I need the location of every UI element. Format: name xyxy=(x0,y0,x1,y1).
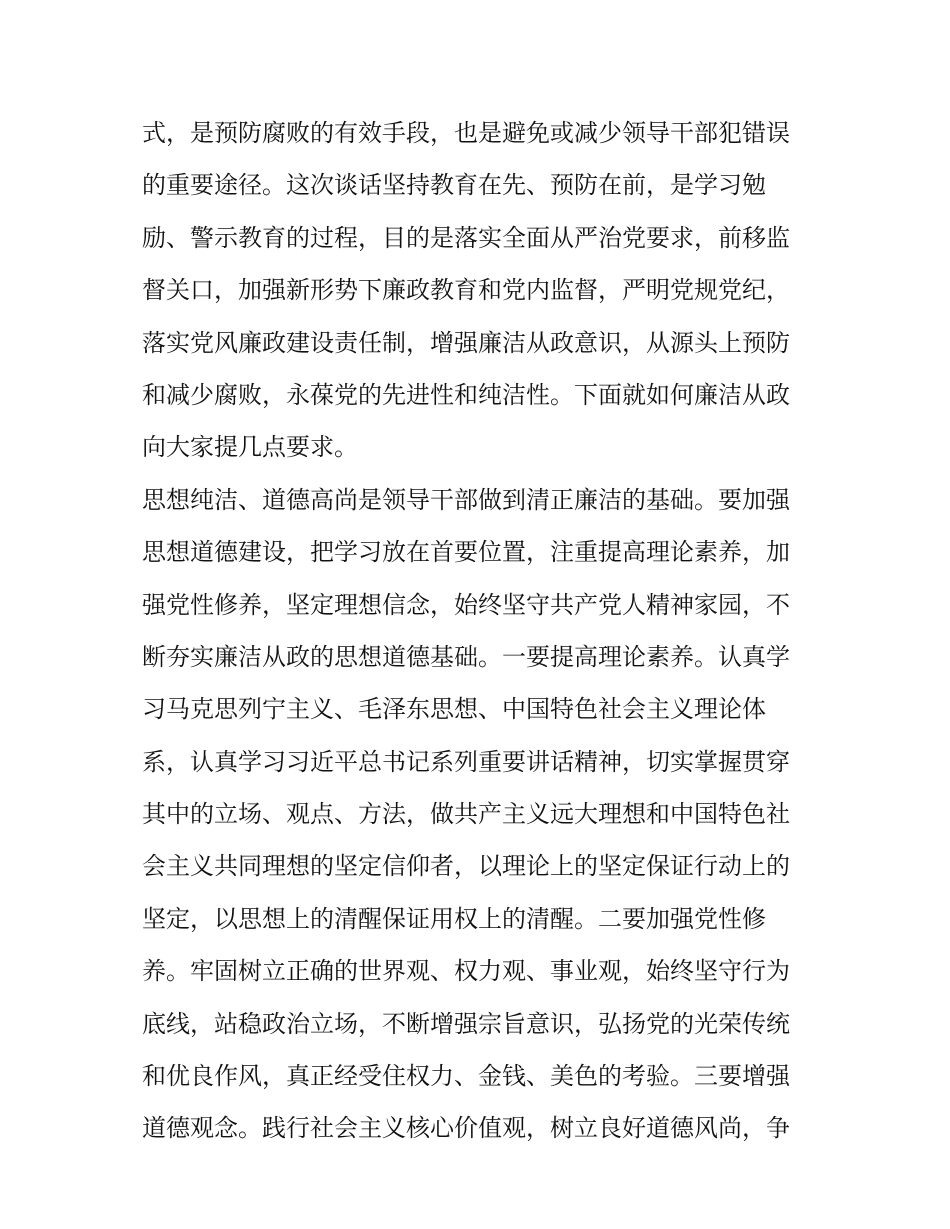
text-line: 向大家提几点要求。 xyxy=(142,433,358,462)
body-text xyxy=(142,107,822,1155)
text-line: 式，是预防腐败的有效手段，也是避免或减少领导干部犯错误 xyxy=(142,119,790,147)
text-line: 强党性修养，坚定理想信念，始终坚守共产党人精神家园，不 xyxy=(142,590,790,619)
text-line: 道德观念。践行社会主义核心价值观，树立良好道德风尚，争 xyxy=(142,1114,790,1143)
text-line: 的重要途径。这次谈话坚持教育在先、预防在前，是学习勉 xyxy=(142,171,766,200)
text-line: 坚定，以思想上的清醒保证用权上的清醒。二要加强党性修 xyxy=(142,904,766,933)
text-line: 其中的立场、观点、方法，做共产主义远大理想和中国特色社 xyxy=(142,800,790,829)
text-line: 励、警示教育的过程，目的是落实全面从严治党要求，前移监 xyxy=(142,223,790,252)
text-line: 养。牢固树立正确的世界观、权力观、事业观，始终坚守行为 xyxy=(142,957,790,986)
text-line: 和减少腐败，永葆党的先进性和纯洁性。下面就如何廉洁从政 xyxy=(142,380,790,409)
text-line: 会主义共同理想的坚定信仰者，以理论上的坚定保证行动上的 xyxy=(142,852,790,881)
text-line: 和优良作风，真正经受住权力、金钱、美色的考验。三要增强 xyxy=(142,1062,790,1091)
text-line: 系，认真学习习近平总书记系列重要讲话精神，切实掌握贯穿 xyxy=(142,747,790,776)
text-line: 断夯实廉洁从政的思想道德基础。一要提高理论素养。认真学 xyxy=(142,642,790,671)
text-line: 落实党风廉政建设责任制，增强廉洁从政意识，从源头上预防 xyxy=(142,328,790,357)
text-line: 督关口，加强新形势下廉政教育和党内监督，严明党规党纪， xyxy=(142,276,790,305)
text-line: 思想纯洁、道德高尚是领导干部做到清正廉洁的基础。要加强 xyxy=(142,485,790,514)
text-line: 思想道德建设，把学习放在首要位置，注重提高理论素养，加 xyxy=(142,538,790,567)
text-line: 底线，站稳政治立场，不断增强宗旨意识，弘扬党的光荣传统 xyxy=(142,1009,790,1038)
text-line: 习马克思列宁主义、毛泽东思想、中国特色社会主义理论体 xyxy=(142,695,766,724)
